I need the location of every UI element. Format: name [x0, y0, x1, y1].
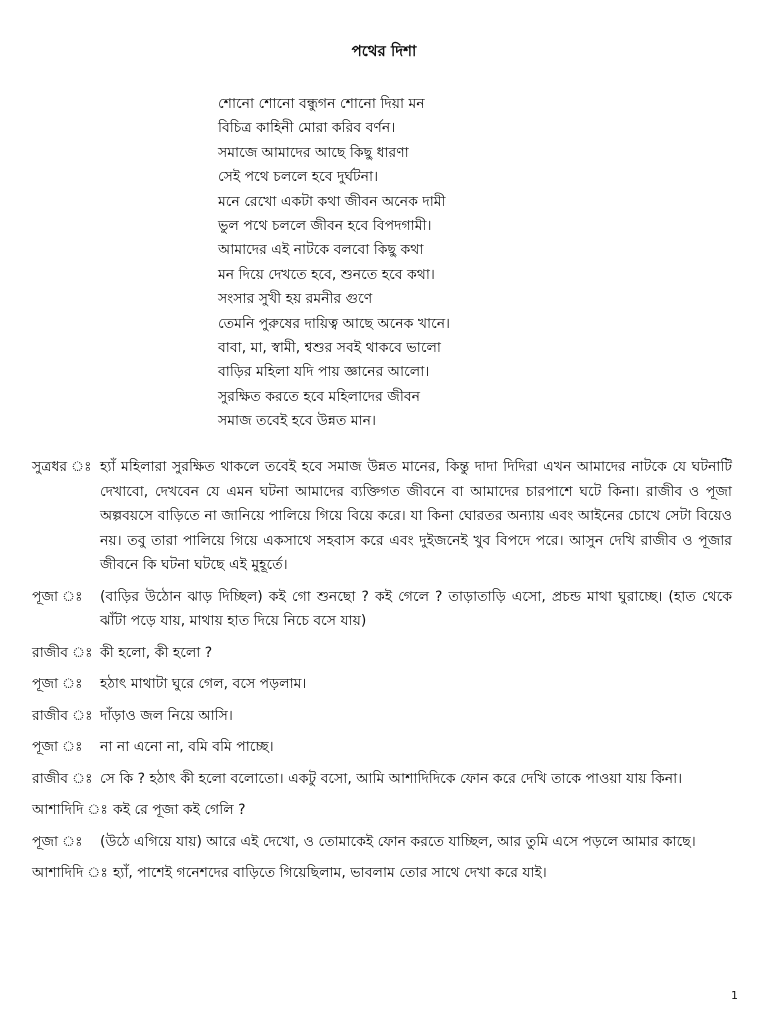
poem-line: তেমনি পুরুষের দায়িত্ব আছে অনেক খানে।	[218, 315, 451, 332]
speaker-label: রাজীব ঃ	[32, 707, 93, 724]
speech-text: না না এনো না, বমি বমি পাচ্ছে।	[100, 739, 274, 755]
speech-text: কী হলো, কী হলো ?	[100, 644, 213, 661]
poem-line: সমাজ তবেই হবে উন্নত মান।	[218, 413, 376, 430]
speaker-label: রাজীব ঃ	[32, 770, 93, 787]
speech-text: দাঁড়াও জল নিয়ে আসি।	[100, 707, 233, 724]
speech-text: (বাড়ির উঠোন ঝাড় দিচ্ছিল) কই গো শুনছো ? কই গেলে ? তাড়াতাড়ি এসো, প্রচন্ড মাথা ঘুরাচ্ছে। (হাত থেকে ঝাঁটা পড়ে যায়, মাথায় হাত দিয়ে নিচে বসে যায়)	[100, 588, 732, 629]
speech-text: হ্যাঁ মহিলারা সুরক্ষিত থাকলে তবেই হবে সমাজ উন্নত মানের, কিন্তু দাদা দিদিরা এখন আমাদের নাটকে যে ঘটনাটি দেখাবো, দেখবেন যে এমন ঘটনা আমাদের ব্যক্তিগত জীবনে বা আমাদের চারপাশে ঘটে কিনা। রাজীব ও পূজা অল্পবয়সে বাড়িতে না জানিয়ে পালিয়ে গিয়ে বিয়ে করে। যা কিনা ঘোরতর অন্যায় এবং আইনের চোখে সেটা বিয়েও নয়। তবু তারা পালিয়ে গিয়ে একসাথে সহবাস করে এবং দুইজনেই খুব বিপদে পরে। আসুন দেখি রাজীব ও পূজার জীবনে কি ঘটনা ঘটছে এই মুহূর্তে।	[100, 459, 732, 573]
speech-text: কই রে পূজা কই গেলি ?	[112, 802, 246, 818]
poem-line: বাবা, মা, স্বামী, শ্বশুর সবই থাকবে ভালো	[218, 339, 441, 356]
poem-line: সুরক্ষিত করতে হবে মহিলাদের জীবন	[218, 388, 420, 405]
speech-text: সে কি ? হঠাৎ কী হলো বলোতো। একটু বসো, আমি আশাদিদিকে ফোন করে দেখি তাকে পাওয়া যায় কিনা।	[100, 770, 683, 787]
poem-line: সংসার সুখী হয় রমনীর গুণে	[218, 291, 373, 308]
speaker-label: পূজা ঃ	[32, 676, 83, 692]
speaker-label: আশাদিদি ঃ	[32, 865, 108, 881]
dialogue-entry	[32, 641, 732, 666]
dialogue-entry	[32, 672, 732, 697]
dialogue-block	[32, 455, 732, 893]
dialogue-entry	[32, 861, 732, 886]
speech-text: হ্যাঁ, পাশেই গনেশদের বাড়িতে গিয়েছিলাম, ভাবলাম তোর সাথে দেখা করে যাই।	[112, 865, 547, 881]
page-number: 1	[731, 989, 738, 1002]
poem-line: সমাজে আমাদের আছে কিছু ধারণা	[218, 144, 409, 161]
speaker-label: পূজা ঃ	[32, 739, 83, 755]
speaker-label: রাজীব ঃ	[32, 644, 93, 661]
dialogue-entry	[32, 830, 732, 855]
speaker-label: সুত্রধর ঃ	[32, 459, 92, 475]
dialogue-entry	[32, 585, 732, 634]
speaker-label: পূজা ঃ	[32, 588, 83, 605]
dialogue-entry	[32, 455, 732, 578]
poem-line: মন দিয়ে দেখতে হবে, শুনতে হবে কথা।	[218, 266, 435, 283]
speaker-label: পূজা ঃ	[32, 833, 83, 850]
poem-line: আমাদের এই নাটকে বলবো কিছু কথা	[218, 242, 424, 259]
poem-block	[218, 92, 678, 433]
poem-line: বাড়ির মহিলা যদি পায় জ্ঞানের আলো।	[218, 364, 430, 381]
poem-line: সেই পথে চললে হবে দুর্ঘটনা।	[218, 169, 379, 186]
speech-text: হঠাৎ মাথাটা ঘুরে গেল, বসে পড়লাম।	[100, 676, 307, 692]
poem-line: মনে রেখো একটা কথা জীবন অনেক দামী	[218, 193, 446, 210]
speech-text: (উঠে এগিয়ে যায়) আরে এই দেখো, ও তোমাকেই ফোন করতে যাচ্ছিল, আর তুমি এসে পড়লে আমার কাছে।	[100, 833, 696, 850]
dialogue-entry	[32, 735, 732, 760]
speaker-label: আশাদিদি ঃ	[32, 802, 108, 818]
dialogue-entry	[32, 704, 732, 729]
poem-line: শোনো শোনো বন্ধুগন শোনো দিয়া মন	[218, 96, 425, 112]
dialogue-entry	[32, 798, 732, 823]
poem-line: ভুল পথে চললে জীবন হবে বিপদগামী।	[218, 217, 432, 234]
poem-line: বিচিত্র কাহিনী মোরা করিব বর্ণন।	[218, 120, 396, 137]
dialogue-entry	[32, 767, 732, 792]
page-title: পথের দিশা	[351, 42, 417, 60]
